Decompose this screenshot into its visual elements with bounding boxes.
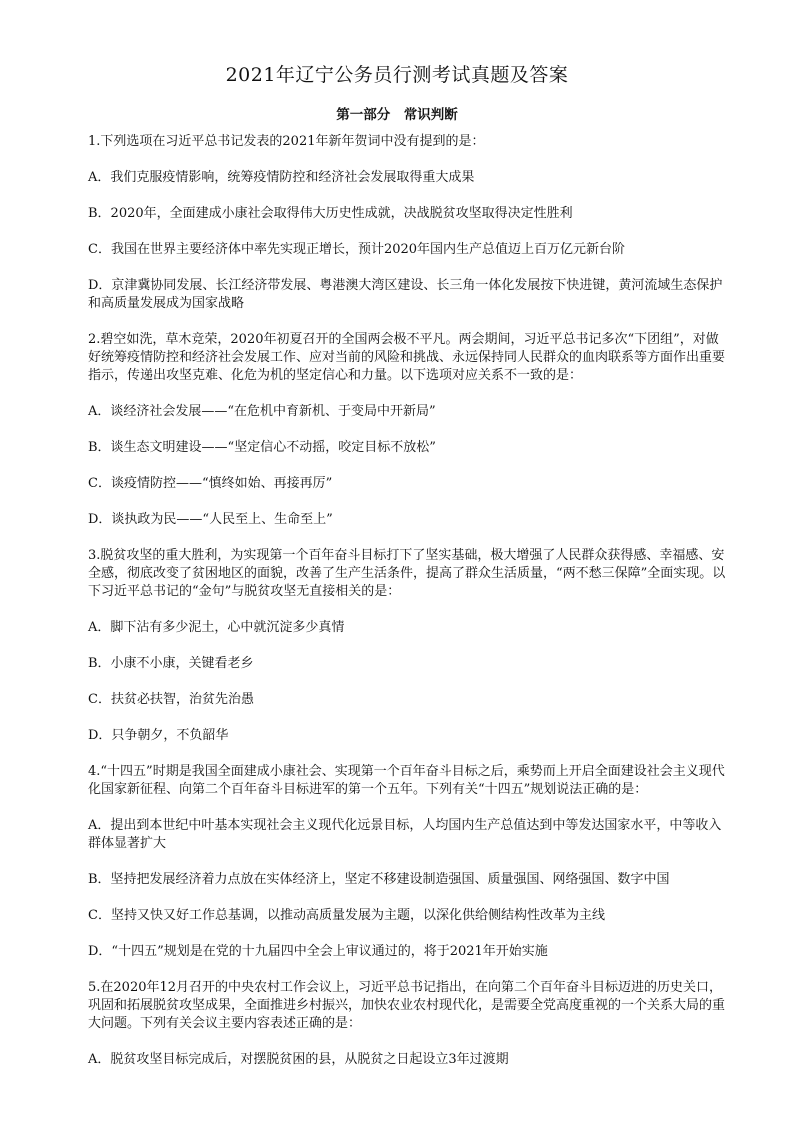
section-heading: 第一部分 常识判断 [336,107,458,123]
answer-option: B．2020年，全面建成小康社会取得伟大历史性成就，决战脱贫攻坚取得决定性胜利 [88,206,573,221]
answer-option: A．谈经济社会发展——“在危机中育新机、于变局中开新局” [88,404,436,419]
question-stem: 4.“十四五”时期是我国全面建成小康社会、实现第一个百年奋斗目标之后，乘势而上开启全面建设社会主义现代化国家新征程、向第二个百年奋斗目标进军的第一个五年。下列有关“十四五”规划说法正确的是： [88,764,725,797]
answer-option: A．我们克服疫情影响，统筹疫情防控和经济社会发展取得重大成果 [88,170,475,185]
answer-option: C．我国在世界主要经济体中率先实现正增长，预计2020年国内生产总值迈上百万亿元新台阶 [88,242,626,257]
answer-option: A．脚下沾有多少泥土，心中就沉淀多少真情 [88,620,345,635]
answer-option: B．坚持把发展经济着力点放在实体经济上，坚定不移建设制造强国、质量强国、网络强国、数字中国 [88,872,670,887]
answer-option: B．小康不小康，关键看老乡 [88,656,254,671]
question-stem: 2.碧空如洗，草木竞荣，2020年初夏召开的全国两会极不平凡。两会期间，习近平总书记多次“下团组”，对做好统筹疫情防控和经济社会发展工作、应对当前的风险和挑战、永远保持同人民群众的血肉联系等方面作出重要指示，传递出攻坚克难、化危为机的坚定信心和力量。以下选项对应关系不一致的是： [88,332,726,383]
answer-option: D．谈执政为民——“人民至上、生命至上” [88,512,333,527]
answer-option: C．扶贫必扶智，治贫先治愚 [88,692,254,707]
answer-option: A．提出到本世纪中叶基本实现社会主义现代化远景目标，人均国内生产总值达到中等发达国家水平，中等收入群体显著扩大 [88,818,722,851]
document-title: 2021年辽宁公务员行测考试真题及答案 [225,64,569,86]
question-stem: 5.在2020年12月召开的中央农村工作会议上，习近平总书记指出，在向第二个百年奋斗目标迈进的历史关口，巩固和拓展脱贫攻坚成果，全面推进乡村振兴，加快农业农村现代化，是需要全党高度重视的一个关系大局的重大问题。下列有关会议主要内容表述正确的是： [88,980,726,1031]
answer-option: D．“十四五”规划是在党的十九届四中全会上审议通过的，将于2021年开始实施 [88,944,548,959]
answer-option: D．只争朝夕，不负韶华 [88,728,229,743]
answer-option: B．谈生态文明建设——“坚定信心不动摇，咬定目标不放松” [88,440,436,455]
question-list [88,133,728,1069]
question-stem: 1.下列选项在习近平总书记发表的2021年新年贺词中没有提到的是： [88,134,485,149]
answer-option: C．坚持又快又好工作总基调，以推动高质量发展为主题，以深化供给侧结构性改革为主线 [88,908,605,923]
answer-option: A．脱贫攻坚目标完成后，对摆脱贫困的县，从脱贫之日起设立3年过渡期 [88,1052,509,1067]
answer-option: C．谈疫情防控——“慎终如始、再接再厉” [88,476,333,491]
answer-option: D．京津冀协同发展、长江经济带发展、粤港澳大湾区建设、长三角一体化发展按下快进键，黄河流域生态保护和高质量发展成为国家战略 [88,278,723,311]
question-stem: 3.脱贫攻坚的重大胜利，为实现第一个百年奋斗目标打下了坚实基础，极大增强了人民群众获得感、幸福感、安全感，彻底改变了贫困地区的面貌，改善了生产生活条件，提高了群众生活质量，“两不愁三保障”全面实现。以下习近平总书记的“金句”与脱贫攻坚无直接相关的是： [88,548,726,599]
